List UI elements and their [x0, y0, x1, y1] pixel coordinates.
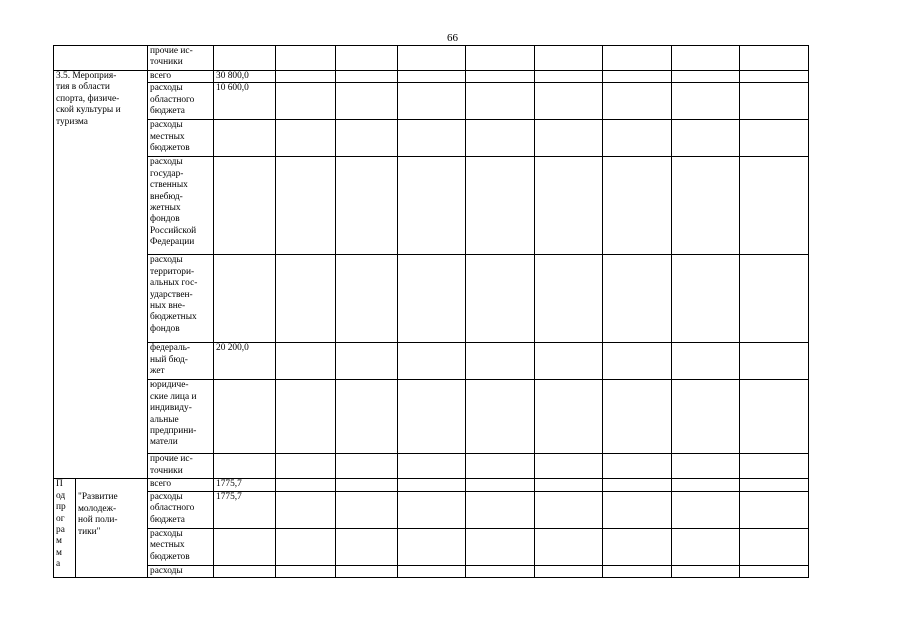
- empty-cell: [276, 343, 336, 380]
- empty-cell: [535, 454, 603, 479]
- empty-cell: [603, 491, 672, 528]
- empty-cell: [336, 380, 398, 454]
- empty-cell: [603, 46, 672, 71]
- empty-cell: [398, 120, 466, 157]
- empty-cell: [672, 380, 740, 454]
- amount-cell: [214, 565, 276, 577]
- empty-cell: [276, 491, 336, 528]
- empty-cell: [336, 565, 398, 577]
- empty-cell: [672, 491, 740, 528]
- table-row: [54, 255, 809, 343]
- empty-cell: [336, 120, 398, 157]
- amount-cell: 1775,7: [214, 479, 276, 491]
- empty-cell: [466, 528, 535, 565]
- funding-source-cell: расходы местных бюджетов: [148, 528, 214, 565]
- amount-cell: 20 200,0: [214, 343, 276, 380]
- subprogram-label: П од пр ог ра м м а: [54, 479, 76, 578]
- empty-cell: [276, 83, 336, 120]
- empty-cell: [336, 46, 398, 71]
- empty-cell: [672, 454, 740, 479]
- empty-cell: [740, 157, 809, 255]
- funding-source-cell: расходы территори- альных гос- ударствен- ных вне- бюджетных фондов: [148, 255, 214, 343]
- empty-cell: [398, 479, 466, 491]
- empty-cell: [603, 255, 672, 343]
- table-row: [54, 479, 809, 491]
- empty-cell: [535, 380, 603, 454]
- empty-cell: [276, 454, 336, 479]
- empty-cell: [466, 565, 535, 577]
- table-row: [54, 157, 809, 255]
- empty-cell: [466, 343, 535, 380]
- empty-cell: [466, 479, 535, 491]
- empty-cell: [336, 479, 398, 491]
- empty-cell: [740, 83, 809, 120]
- empty-cell: [603, 479, 672, 491]
- empty-cell: [740, 565, 809, 577]
- empty-cell: [535, 120, 603, 157]
- empty-cell: [535, 71, 603, 83]
- empty-cell: [740, 343, 809, 380]
- subprogram-name: "Развитие молодеж- ной поли- тики": [76, 479, 148, 578]
- empty-cell: [535, 479, 603, 491]
- table-row: [54, 46, 809, 71]
- amount-cell: [214, 454, 276, 479]
- empty-cell: [336, 71, 398, 83]
- funding-source-cell: прочие ис- точники: [148, 454, 214, 479]
- empty-cell: [740, 46, 809, 71]
- amount-cell: [214, 46, 276, 71]
- page-number: 66: [447, 32, 458, 44]
- funding-source-cell: прочие ис- точники: [148, 46, 214, 71]
- empty-cell: [672, 528, 740, 565]
- empty-cell: [603, 343, 672, 380]
- empty-cell: [672, 255, 740, 343]
- empty-cell: [535, 565, 603, 577]
- funding-source-cell: юридиче- ские лица и индивиду- альные предприни- матели: [148, 380, 214, 454]
- empty-cell: [398, 255, 466, 343]
- funding-source-cell: всего: [148, 479, 214, 491]
- empty-cell: [336, 157, 398, 255]
- empty-cell: [672, 157, 740, 255]
- funding-source-cell: расходы областного бюджета: [148, 83, 214, 120]
- funding-source-cell: расходы областного бюджета: [148, 491, 214, 528]
- empty-cell: [535, 255, 603, 343]
- empty-cell: [535, 528, 603, 565]
- amount-cell: 30 800,0: [214, 71, 276, 83]
- empty-cell: [276, 565, 336, 577]
- empty-cell: [336, 491, 398, 528]
- empty-cell: [672, 565, 740, 577]
- empty-cell: [672, 479, 740, 491]
- empty-cell: [535, 491, 603, 528]
- empty-cell: [603, 83, 672, 120]
- empty-cell: [336, 454, 398, 479]
- empty-cell: [276, 120, 336, 157]
- empty-cell: [740, 491, 809, 528]
- funding-source-cell: расходы местных бюджетов: [148, 120, 214, 157]
- table-row: [54, 528, 809, 565]
- amount-cell: 1775,7: [214, 491, 276, 528]
- amount-cell: [214, 380, 276, 454]
- empty-cell: [398, 491, 466, 528]
- empty-cell: [336, 83, 398, 120]
- empty-cell: [672, 46, 740, 71]
- empty-cell: [740, 255, 809, 343]
- empty-cell: [276, 157, 336, 255]
- empty-cell: [740, 120, 809, 157]
- empty-cell: [466, 454, 535, 479]
- empty-cell: [603, 454, 672, 479]
- empty-cell: [535, 83, 603, 120]
- funding-source-cell: федераль- ный бюд- жет: [148, 343, 214, 380]
- empty-cell: [276, 255, 336, 343]
- empty-cell: [398, 528, 466, 565]
- empty-cell: [398, 83, 466, 120]
- table-row: [54, 565, 809, 577]
- table-row: [54, 343, 809, 380]
- empty-cell: [398, 454, 466, 479]
- empty-cell: [336, 255, 398, 343]
- table-row: [54, 120, 809, 157]
- empty-cell: [466, 120, 535, 157]
- empty-cell: [398, 46, 466, 71]
- empty-cell: [740, 380, 809, 454]
- empty-cell: [603, 380, 672, 454]
- empty-cell: [603, 71, 672, 83]
- empty-cell: [398, 343, 466, 380]
- empty-cell: [672, 343, 740, 380]
- empty-cell: [740, 454, 809, 479]
- empty-cell: [672, 71, 740, 83]
- measure-3-5-label: 3.5. Мероприя- тия в области спорта, физиче- ской культуры и туризма: [54, 71, 148, 479]
- empty-cell: [740, 479, 809, 491]
- empty-cell: [466, 380, 535, 454]
- empty-cell: [398, 71, 466, 83]
- empty-cell: [276, 528, 336, 565]
- table-row: [54, 454, 809, 479]
- empty-cell: [466, 83, 535, 120]
- empty-cell: [276, 46, 336, 71]
- amount-cell: [214, 255, 276, 343]
- empty-cell: [336, 343, 398, 380]
- table-row: [54, 380, 809, 454]
- amount-cell: [214, 157, 276, 255]
- empty-cell: [603, 528, 672, 565]
- funding-source-cell: всего: [148, 71, 214, 83]
- empty-cell: [398, 380, 466, 454]
- empty-cell: [466, 255, 535, 343]
- budget-table: [53, 45, 809, 578]
- empty-cell: [336, 528, 398, 565]
- empty-cell: [276, 479, 336, 491]
- empty-cell: [398, 565, 466, 577]
- empty-cell: [535, 343, 603, 380]
- empty-cell: [276, 71, 336, 83]
- table-row: [54, 71, 809, 83]
- empty-cell: [398, 157, 466, 255]
- empty-cell: [466, 46, 535, 71]
- empty-cell: [740, 528, 809, 565]
- empty-cell: [535, 46, 603, 71]
- amount-cell: [214, 528, 276, 565]
- empty-cell: [466, 71, 535, 83]
- empty-cell: [603, 157, 672, 255]
- amount-cell: 10 600,0: [214, 83, 276, 120]
- table-row: [54, 491, 809, 528]
- empty-cell: [740, 71, 809, 83]
- empty-cell: [672, 120, 740, 157]
- empty-cell: [603, 565, 672, 577]
- empty-cell: [603, 120, 672, 157]
- empty-cell: [276, 380, 336, 454]
- empty-cell: [535, 157, 603, 255]
- empty-cell: [466, 157, 535, 255]
- funding-source-cell: расходы государ- ственных внебюд- жетных фондов Российской Федерации: [148, 157, 214, 255]
- empty-cell: [54, 46, 148, 71]
- empty-cell: [466, 491, 535, 528]
- table-row: [54, 83, 809, 120]
- empty-cell: [672, 83, 740, 120]
- funding-source-cell: расходы: [148, 565, 214, 577]
- amount-cell: [214, 120, 276, 157]
